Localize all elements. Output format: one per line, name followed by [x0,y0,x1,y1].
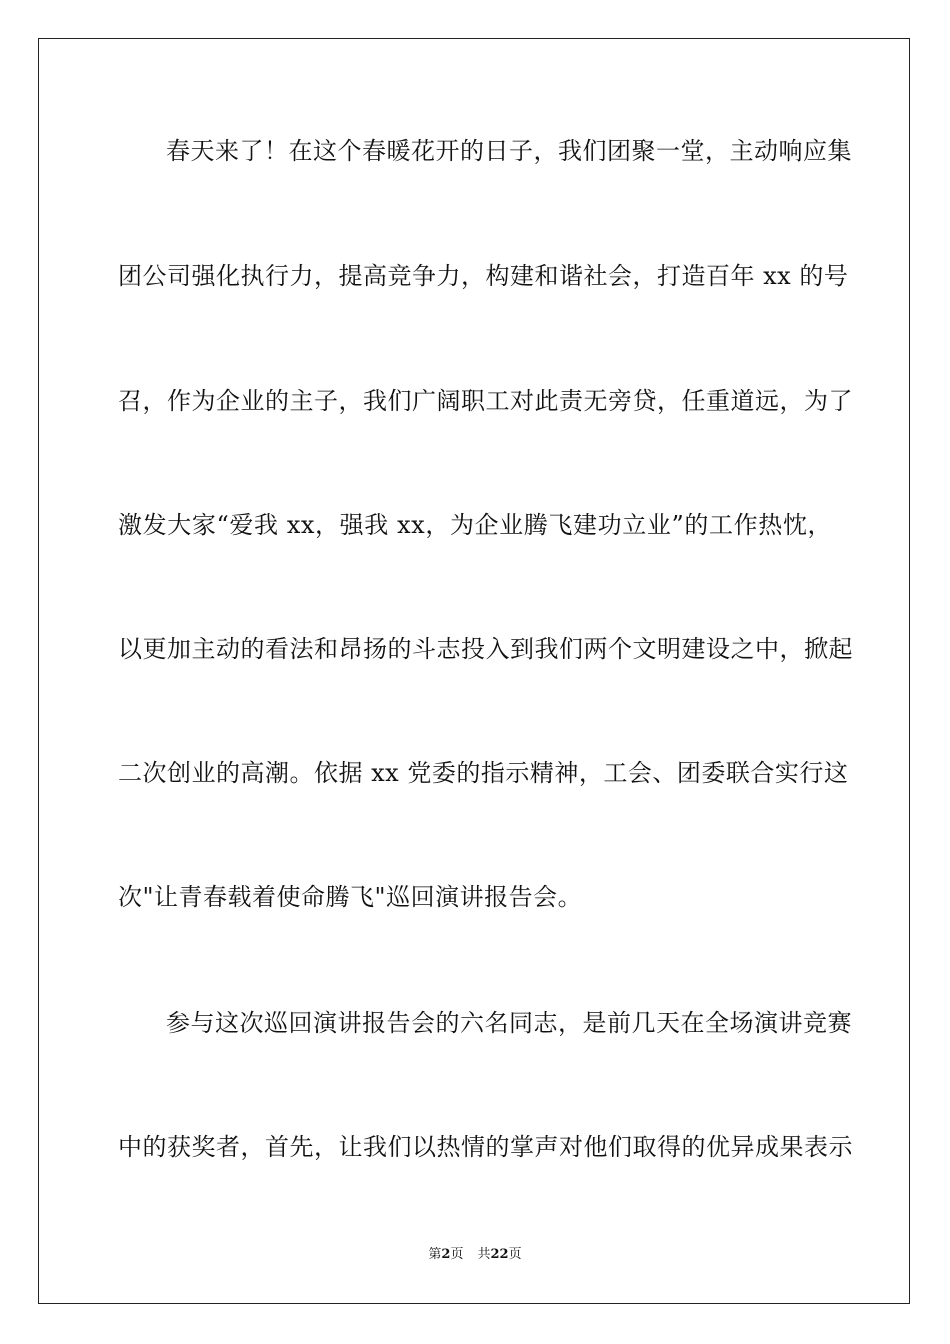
paragraph-1-line-7: 次"让青春载着使命腾飞"巡回演讲报告会。 [118,883,583,911]
paragraph-1-line-2: 团公司强化执行力，提高竞争力，构建和谐社会，打造百年 xx 的号 [118,262,849,290]
paragraph-1-line-4: 激发大家“爱我 xx，强我 xx，为企业腾飞建功立业”的工作热忱， [118,511,832,539]
paragraph-2-line-2: 中的获奖者，首先，让我们以热情的掌声对他们取得的优异成果表示 [118,1133,853,1161]
total-prefix: 共 [477,1247,491,1262]
page-number: 2 [441,1247,451,1262]
page-border [38,38,910,1304]
page-prefix: 第 [428,1247,442,1262]
total-pages: 22 [490,1247,509,1262]
paragraph-1-line-5: 以更加主动的看法和昂扬的斗志投入到我们两个文明建设之中，掀起 [118,635,853,663]
paragraph-2-line-1: 参与这次巡回演讲报告会的六名同志，是前几天在全场演讲竞赛 [166,1009,852,1037]
paragraph-1-line-3: 召，作为企业的主子，我们广阔职工对此责无旁贷，任重道远，为了 [118,387,853,415]
page-suffix: 页 [450,1247,464,1262]
total-suffix: 页 [508,1247,522,1262]
paragraph-1-line-6: 二次创业的高潮。依据 xx 党委的指示精神，工会、团委联合实行这 [118,759,849,787]
page-footer [0,1246,950,1264]
paragraph-1-line-1: 春天来了！在这个春暖花开的日子，我们团聚一堂，主动响应集 [166,137,852,165]
